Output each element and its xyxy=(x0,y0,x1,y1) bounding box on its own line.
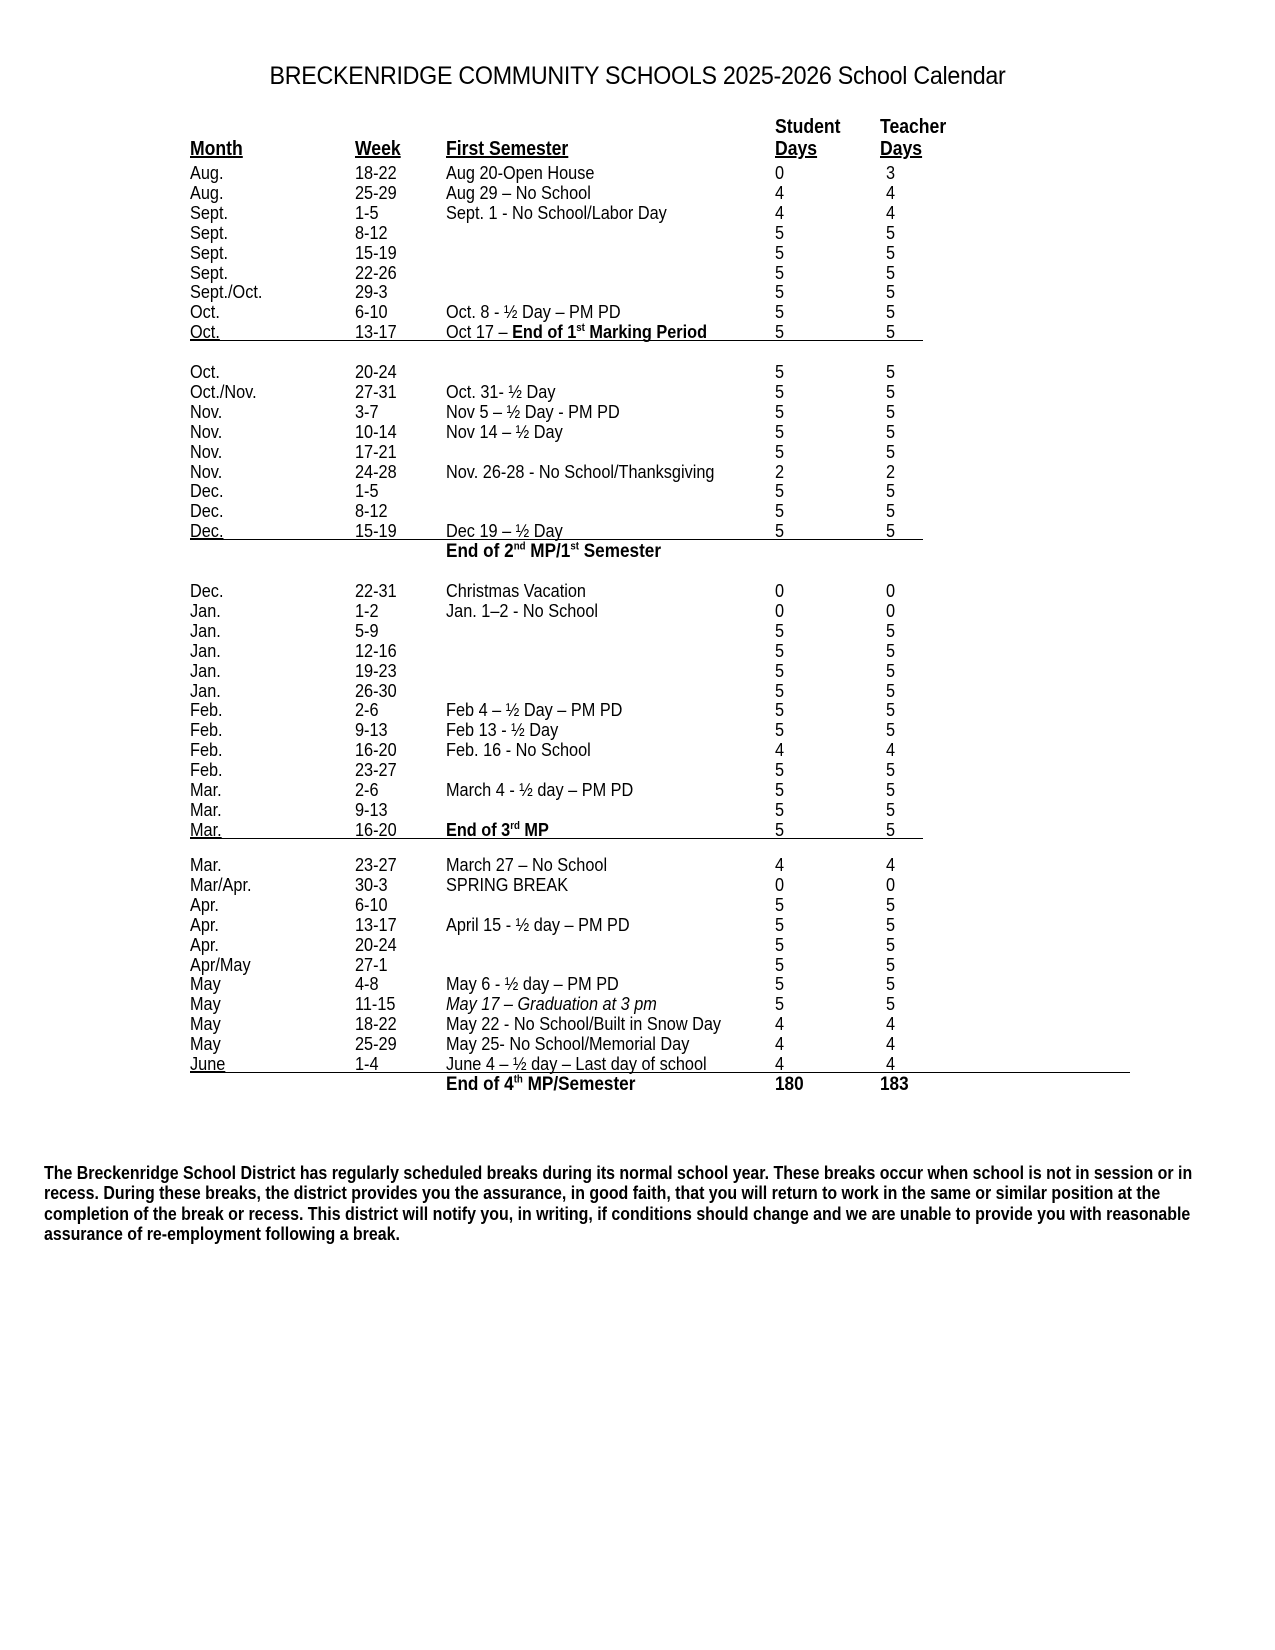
row-week: 2-6 xyxy=(355,699,379,721)
row-student-days: 0 xyxy=(775,873,785,895)
row-teacher-days: 5 xyxy=(886,699,896,721)
row-month: Oct. xyxy=(190,301,220,323)
row-month: Nov. xyxy=(190,400,223,422)
row-week: 25-29 xyxy=(355,181,397,203)
end-note-superscript: nd xyxy=(513,540,526,553)
row-month: May xyxy=(190,1033,221,1055)
row-teacher-days: 4 xyxy=(886,1033,896,1055)
row-month: Dec. xyxy=(190,520,224,542)
row-event: May 17 – Graduation at 3 pm xyxy=(446,993,657,1015)
row-teacher-days: 4 xyxy=(886,1053,896,1074)
row-student-days: 5 xyxy=(775,893,785,915)
row-month: Jan. xyxy=(190,659,221,681)
row-event: April 15 - ½ day – PM PD xyxy=(446,913,630,935)
row-week: 29-3 xyxy=(355,281,388,303)
row-week: 10-14 xyxy=(355,420,397,442)
row-month: Mar. xyxy=(190,779,222,800)
row-student-days: 5 xyxy=(775,241,785,263)
event-bold: End of 3 xyxy=(446,818,511,840)
row-week: 25-29 xyxy=(355,1033,397,1055)
row-teacher-days: 5 xyxy=(886,679,896,701)
event-superscript: rd xyxy=(510,819,520,832)
row-week: 11-15 xyxy=(355,993,396,1015)
row-month: Jan. xyxy=(190,679,221,701)
row-month: Nov. xyxy=(190,440,223,462)
row-event: Feb 4 – ½ Day – PM PD xyxy=(446,699,623,721)
row-student-days: 4 xyxy=(775,1053,785,1074)
row-month: Sept./Oct. xyxy=(190,281,263,303)
end-note-text: End of 4 xyxy=(446,1072,514,1095)
row-month: Dec. xyxy=(190,500,224,522)
row-teacher-days: 5 xyxy=(886,361,896,382)
row-teacher-days: 5 xyxy=(886,933,896,955)
row-teacher-days: 5 xyxy=(886,913,896,935)
row-teacher-days: 5 xyxy=(886,619,896,641)
row-week: 1-5 xyxy=(355,480,379,502)
row-month: Sept. xyxy=(190,241,229,263)
row-month: Sept. xyxy=(190,221,229,243)
header-first-semester: First Semester xyxy=(446,138,569,160)
row-month: Nov. xyxy=(190,420,223,442)
row-week: 1-2 xyxy=(355,599,379,621)
row-teacher-days: 4 xyxy=(886,854,896,875)
row-teacher-days: 5 xyxy=(886,953,896,975)
row-month: Feb. xyxy=(190,759,223,781)
row-student-days: 5 xyxy=(775,798,785,820)
row-week: 24-28 xyxy=(355,460,397,482)
row-student-days: 5 xyxy=(775,993,785,1015)
row-teacher-days: 5 xyxy=(886,893,896,915)
row-student-days: 5 xyxy=(775,301,785,323)
total-teacher-days: 183 xyxy=(880,1072,909,1095)
row-month: Apr. xyxy=(190,913,219,935)
row-week: 13-17 xyxy=(355,321,397,343)
row-student-days: 5 xyxy=(775,679,785,701)
row-student-days: 5 xyxy=(775,480,785,502)
section-divider xyxy=(190,1072,1130,1073)
row-student-days: 5 xyxy=(775,440,785,462)
row-event: Aug 20-Open House xyxy=(446,162,595,183)
row-week: 6-10 xyxy=(355,893,388,915)
row-student-days: 5 xyxy=(775,321,785,343)
row-event: Oct. 31- ½ Day xyxy=(446,380,556,402)
end-note-text: MP/1 xyxy=(525,540,571,563)
row-week: 19-23 xyxy=(355,659,397,681)
end-note-superscript: th xyxy=(513,1073,523,1086)
row-teacher-days: 4 xyxy=(886,1013,896,1035)
row-event: Nov 14 – ½ Day xyxy=(446,420,563,442)
total-student-days: 180 xyxy=(775,1072,804,1095)
row-week: 23-27 xyxy=(355,759,397,781)
row-event: Sept. 1 - No School/Labor Day xyxy=(446,201,667,223)
row-month: Sept. xyxy=(190,261,229,283)
row-event: Nov. 26-28 - No School/Thanksgiving xyxy=(446,460,715,482)
row-month: Aug. xyxy=(190,181,224,203)
row-month: Apr/May xyxy=(190,953,251,975)
row-week: 13-17 xyxy=(355,913,397,935)
row-teacher-days: 5 xyxy=(886,480,896,502)
row-teacher-days: 5 xyxy=(886,779,896,800)
row-teacher-days: 5 xyxy=(886,639,896,661)
row-event: Feb 13 - ½ Day xyxy=(446,719,559,741)
row-month: Mar. xyxy=(190,818,222,840)
row-student-days: 5 xyxy=(775,818,785,840)
row-month: June xyxy=(190,1053,226,1074)
row-event: June 4 – ½ day – Last day of school xyxy=(446,1053,707,1074)
row-week: 12-16 xyxy=(355,639,397,661)
row-student-days: 4 xyxy=(775,854,785,875)
row-teacher-days: 5 xyxy=(886,261,896,283)
row-student-days: 4 xyxy=(775,181,785,203)
row-week: 1-4 xyxy=(355,1053,379,1074)
row-month: Oct. xyxy=(190,321,220,343)
row-teacher-days: 5 xyxy=(886,500,896,522)
row-student-days: 5 xyxy=(775,520,785,542)
row-teacher-days: 5 xyxy=(886,973,896,995)
row-student-days: 5 xyxy=(775,500,785,522)
row-month: Apr. xyxy=(190,893,219,915)
event-superscript: st xyxy=(576,322,585,335)
row-student-days: 4 xyxy=(775,201,785,223)
end-note-text: MP/Semester xyxy=(522,1072,636,1095)
row-month: Dec. xyxy=(190,580,224,601)
row-month: Oct./Nov. xyxy=(190,380,257,402)
row-student-days: 5 xyxy=(775,639,785,661)
row-month: Mar. xyxy=(190,854,222,875)
page-title: BRECKENRIDGE COMMUNITY SCHOOLS 2025-2026 School Calendar xyxy=(269,62,1006,90)
header-month: Month xyxy=(190,138,243,160)
row-month: Mar/Apr. xyxy=(190,873,252,895)
row-teacher-days: 5 xyxy=(886,759,896,781)
row-week: 26-30 xyxy=(355,679,397,701)
row-student-days: 0 xyxy=(775,580,785,601)
row-teacher-days: 5 xyxy=(886,281,896,303)
row-week: 2-6 xyxy=(355,779,379,800)
section-end-note xyxy=(446,1074,635,1094)
row-event: May 22 - No School/Built in Snow Day xyxy=(446,1013,722,1035)
row-week: 16-20 xyxy=(355,818,397,840)
section-divider xyxy=(190,838,923,839)
row-student-days: 5 xyxy=(775,933,785,955)
row-month: Nov. xyxy=(190,460,223,482)
event-bold-suffix: Marking Period xyxy=(584,321,708,343)
row-week: 27-1 xyxy=(355,953,388,975)
footer-notice: The Breckenridge School District has regularly scheduled breaks during its normal school year. These breaks occur when school is not in session or in recess. During these breaks, the district provides you the assurance, in good faith, that you will return to work in the same or similar position at the completion of the break or recess. This district will notify you, in writing, if conditions should change and we are unable to provide you with reasonable assurance of re-employment following a break. xyxy=(44,1163,1193,1245)
row-week: 9-13 xyxy=(355,719,388,741)
row-event: SPRING BREAK xyxy=(446,873,569,895)
header-student-line1: Student xyxy=(775,116,841,138)
row-week: 3-7 xyxy=(355,400,379,422)
row-month: May xyxy=(190,973,221,995)
row-month: Feb. xyxy=(190,699,223,721)
row-student-days: 4 xyxy=(775,1013,785,1035)
row-month: Feb. xyxy=(190,719,223,741)
row-month: Jan. xyxy=(190,619,221,641)
row-teacher-days: 5 xyxy=(886,400,896,422)
row-student-days: 5 xyxy=(775,380,785,402)
row-week: 8-12 xyxy=(355,221,388,243)
row-student-days: 5 xyxy=(775,400,785,422)
row-student-days: 5 xyxy=(775,759,785,781)
row-month: Oct. xyxy=(190,361,220,382)
row-event: Jan. 1–2 - No School xyxy=(446,599,599,621)
row-teacher-days: 0 xyxy=(886,599,896,621)
row-student-days: 5 xyxy=(775,261,785,283)
row-teacher-days: 5 xyxy=(886,301,896,323)
row-week: 5-9 xyxy=(355,619,379,641)
row-month: Apr. xyxy=(190,933,219,955)
row-week: 30-3 xyxy=(355,873,388,895)
row-teacher-days: 5 xyxy=(886,798,896,820)
row-teacher-days: 5 xyxy=(886,380,896,402)
row-week: 15-19 xyxy=(355,520,397,542)
end-note-text: End of 2 xyxy=(446,540,514,563)
header-teacher-line1: Teacher xyxy=(880,116,947,138)
row-month: Feb. xyxy=(190,739,223,761)
row-event: March 27 – No School xyxy=(446,854,608,875)
row-month: May xyxy=(190,1013,221,1035)
end-note-text: Semester xyxy=(578,540,662,563)
row-student-days: 4 xyxy=(775,1033,785,1055)
header-teacher-line2: Days xyxy=(880,138,923,160)
row-teacher-days: 5 xyxy=(886,818,896,840)
row-week: 20-24 xyxy=(355,933,397,955)
row-student-days: 5 xyxy=(775,719,785,741)
row-student-days: 2 xyxy=(775,460,785,482)
row-event: Feb. 16 - No School xyxy=(446,739,591,761)
row-week: 22-31 xyxy=(355,580,397,601)
row-teacher-days: 5 xyxy=(886,321,896,343)
row-teacher-days: 4 xyxy=(886,181,896,203)
row-month: May xyxy=(190,993,221,1015)
end-note-superscript: st xyxy=(570,540,579,553)
row-teacher-days: 2 xyxy=(886,460,896,482)
row-student-days: 5 xyxy=(775,221,785,243)
row-teacher-days: 0 xyxy=(886,873,896,895)
row-week: 18-22 xyxy=(355,1013,397,1035)
row-week: 1-5 xyxy=(355,201,379,223)
row-teacher-days: 5 xyxy=(886,241,896,263)
row-student-days: 5 xyxy=(775,699,785,721)
row-week: 23-27 xyxy=(355,854,397,875)
row-event: Oct. 8 - ½ Day – PM PD xyxy=(446,301,621,323)
row-month: Jan. xyxy=(190,599,221,621)
row-event: Christmas Vacation xyxy=(446,580,586,601)
row-student-days: 5 xyxy=(775,779,785,800)
header-week: Week xyxy=(355,138,401,160)
row-teacher-days: 5 xyxy=(886,420,896,442)
row-teacher-days: 3 xyxy=(886,162,896,183)
row-teacher-days: 5 xyxy=(886,719,896,741)
row-teacher-days: 4 xyxy=(886,739,896,761)
row-student-days: 5 xyxy=(775,973,785,995)
section-divider xyxy=(190,340,923,341)
row-week: 27-31 xyxy=(355,380,397,402)
row-student-days: 5 xyxy=(775,913,785,935)
row-student-days: 0 xyxy=(775,599,785,621)
row-month: Sept. xyxy=(190,201,229,223)
row-student-days: 5 xyxy=(775,361,785,382)
row-week: 22-26 xyxy=(355,261,397,283)
row-student-days: 5 xyxy=(775,281,785,303)
row-student-days: 5 xyxy=(775,953,785,975)
row-event: May 25- No School/Memorial Day xyxy=(446,1033,690,1055)
row-teacher-days: 0 xyxy=(886,580,896,601)
row-event: March 4 - ½ day – PM PD xyxy=(446,779,634,800)
row-week: 4-8 xyxy=(355,973,379,995)
row-teacher-days: 4 xyxy=(886,201,896,223)
row-week: 6-10 xyxy=(355,301,388,323)
section-end-note xyxy=(446,541,661,561)
row-week: 20-24 xyxy=(355,361,397,382)
row-week: 16-20 xyxy=(355,739,397,761)
row-week: 17-21 xyxy=(355,440,397,462)
row-month: Jan. xyxy=(190,639,221,661)
row-event: May 6 - ½ day – PM PD xyxy=(446,973,619,995)
row-month: Dec. xyxy=(190,480,224,502)
row-teacher-days: 5 xyxy=(886,520,896,542)
row-student-days: 4 xyxy=(775,739,785,761)
row-teacher-days: 5 xyxy=(886,993,896,1015)
row-student-days: 5 xyxy=(775,619,785,641)
event-prefix: Oct 17 – xyxy=(446,321,513,343)
row-teacher-days: 5 xyxy=(886,659,896,681)
row-event: Nov 5 – ½ Day - PM PD xyxy=(446,400,620,422)
header-student-line2: Days xyxy=(775,138,818,160)
row-week: 15-19 xyxy=(355,241,397,263)
row-week: 9-13 xyxy=(355,798,388,820)
row-event: Aug 29 – No School xyxy=(446,181,591,203)
row-student-days: 5 xyxy=(775,659,785,681)
row-student-days: 5 xyxy=(775,420,785,442)
row-event: Dec 19 – ½ Day xyxy=(446,520,563,542)
row-student-days: 0 xyxy=(775,162,785,183)
row-teacher-days: 5 xyxy=(886,440,896,462)
row-month: Aug. xyxy=(190,162,224,183)
event-bold: End of 1 xyxy=(512,321,577,343)
row-month: Mar. xyxy=(190,798,222,820)
row-week: 8-12 xyxy=(355,500,388,522)
row-teacher-days: 5 xyxy=(886,221,896,243)
row-week: 18-22 xyxy=(355,162,397,183)
event-bold-suffix: MP xyxy=(519,818,549,840)
